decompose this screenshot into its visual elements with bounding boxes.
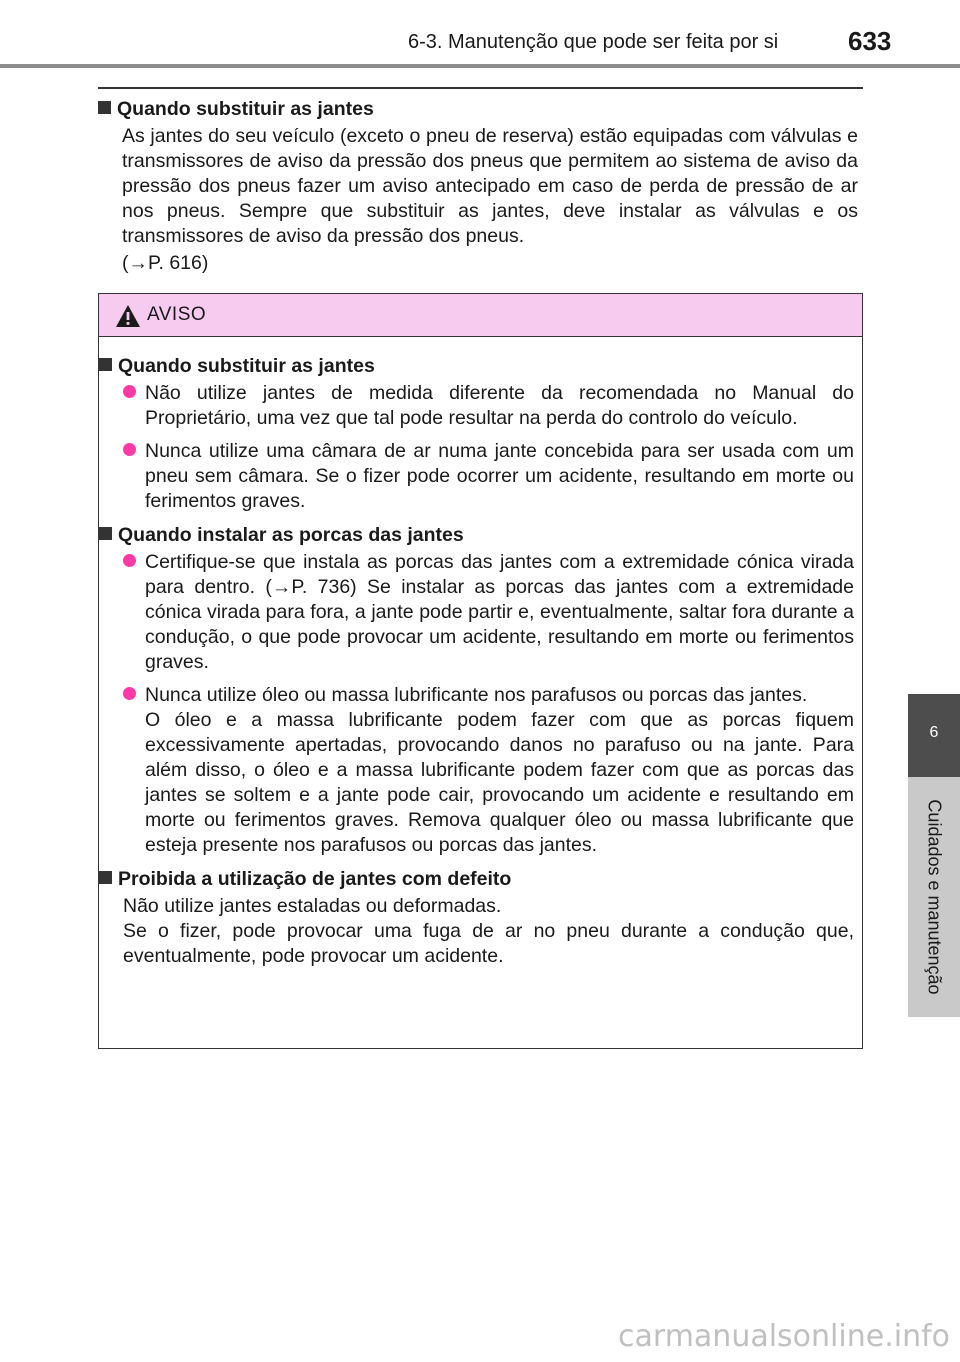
warning-bullet: Não utilize jantes de medida diferente da recomendada no Manual do Proprietário, uma vez que tal pode resultar na perda do controlo do veículo.	[123, 381, 854, 431]
warning-section-heading: Quando substituir as jantes	[99, 353, 854, 379]
intro-body: As jantes do seu veículo (exceto o pneu de reserva) estão equipadas com válvulas e transmissores de aviso da pressão dos pneus que permitem ao sistema de aviso da pressão dos pneus fazer um aviso antecipado em caso de perda de pressão de ar nos pneus. Sempre que substituir as jantes, deve instalar as válvulas e os transmissores de aviso da pressão dos pneus.	[122, 125, 858, 247]
warning-section	[99, 522, 854, 858]
chapter-title: Cuidados e manutenção	[924, 799, 945, 995]
warning-bullet: Nunca utilize uma câmara de ar numa jante concebida para ser usada com um pneu sem câmara. Se o fizer pode ocorrer um acidente, resultando em morte ou ferimentos graves.	[123, 439, 854, 514]
warning-bullet: Certifique-se que instala as porcas das jantes com a extremidade cónica virada para dentro. (→P. 736) Se instalar as porcas das jantes com a extremidade cónica virada para fora, a jante pode partir e, eventualmente, saltar fora durante a condução, o que pode provocar um acidente, resultando em morte ou ferimentos graves.	[123, 550, 854, 675]
intro-section	[98, 96, 858, 276]
warning-triangle-icon	[115, 304, 141, 328]
section-title: 6-3. Manutenção que pode ser feita por si	[408, 31, 779, 53]
header-rule	[0, 64, 960, 68]
warning-bullet: Nunca utilize óleo ou massa lubrificante nos parafusos ou porcas das jantes. O óleo e a massa lubrificante podem fazer com que as porcas fiquem excessivamente apertadas, provocando danos no parafuso ou na jante. Para além disso, o óleo e a massa lubrificante podem fazer com que as porcas das jantes se soltem e a jante pode cair, provocando um acidente e resultando em morte ou ferimentos graves. Remova qualquer óleo ou massa lubrificante que esteja presente nos parafusos ou porcas das jantes.	[123, 683, 854, 858]
round-bullet-icon	[123, 443, 136, 456]
warning-text: Se o fizer, pode provocar uma fuga de ar no pneu durante a condução que, eventualmente, pode provocar um acidente.	[123, 920, 854, 967]
round-bullet-icon	[123, 554, 136, 567]
content-top-rule	[98, 87, 863, 89]
page-number: 633	[848, 26, 892, 56]
warning-section	[99, 866, 854, 969]
warning-text: Não utilize jantes estaladas ou deformadas.	[123, 895, 502, 917]
intro-heading: Quando substituir as jantes	[98, 96, 858, 122]
warning-section	[99, 353, 854, 514]
round-bullet-icon	[123, 385, 136, 398]
square-bullet-icon	[99, 871, 112, 884]
warning-section-heading: Proibida a utilização de jantes com defeito	[99, 866, 854, 892]
warning-box	[98, 293, 863, 1049]
chapter-title-tab	[908, 777, 960, 1017]
warning-title: AVISO	[147, 304, 207, 325]
round-bullet-icon	[123, 687, 136, 700]
warning-section-heading: Quando instalar as porcas das jantes	[99, 522, 854, 548]
chapter-number-tab: 6	[908, 694, 960, 777]
intro-reference: (→P. 616)	[122, 252, 209, 274]
warning-bullet-extra: O óleo e a massa lubrificante podem fazer com que as porcas fiquem excessivamente apertadas, provocando danos no parafuso ou na jante. Para além disso, o óleo e a massa lubrificante podem fazer com que as porcas das jantes se soltem e a jante pode cair, provocando um acidente e resultando em morte ou ferimentos graves. Remova qualquer óleo ou massa lubrificante que esteja presente nos parafusos ou porcas das jantes.	[145, 709, 854, 856]
warning-body	[99, 337, 862, 969]
square-bullet-icon	[98, 101, 111, 114]
watermark: carmanualsonline.info	[618, 1319, 950, 1354]
square-bullet-icon	[99, 527, 112, 540]
square-bullet-icon	[99, 358, 112, 371]
warning-header	[99, 294, 862, 337]
